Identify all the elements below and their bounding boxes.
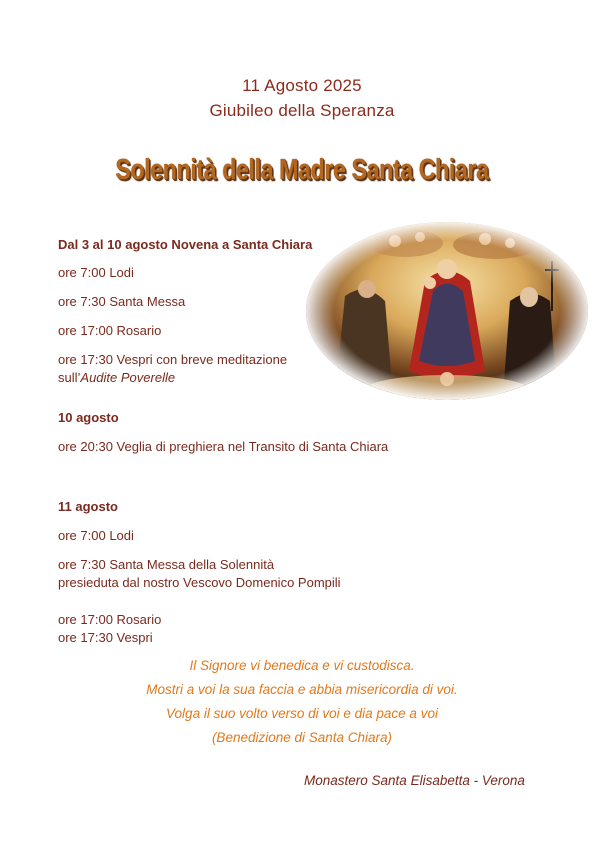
blessing-attribution: (Benedizione di Santa Chiara) <box>211 730 393 745</box>
aug11-item-vespri: ore 17:30 Vespri <box>58 630 153 645</box>
aug11-heading: 11 agosto <box>58 499 118 514</box>
aug11-item-messa: ore 7:30 Santa Messa della Solennità <box>58 557 275 572</box>
novena-item-vespri: ore 17:30 Vespri con breve meditazione <box>58 352 288 367</box>
novena-item-lodi: ore 7:00 Lodi <box>58 265 134 280</box>
aug10-heading: 10 agosto <box>58 410 119 425</box>
aug11-item-rosario: ore 17:00 Rosario <box>58 612 162 627</box>
monastery-signature: Monastero Santa Elisabetta - Verona <box>304 773 525 788</box>
santa-chiara-painting <box>305 221 589 401</box>
blessing-line-2: Mostri a voi la sua faccia e abbia misericordia di voi. <box>146 682 458 697</box>
novena-meditation-line <box>58 369 175 386</box>
aug11-item-lodi: ore 7:00 Lodi <box>58 528 134 543</box>
meditation-prefix: sull’ <box>58 370 81 385</box>
aug11-item-presieduta: presieduta dal nostro Vescovo Domenico Pompili <box>58 575 341 590</box>
novena-heading: Dal 3 al 10 agosto Novena a Santa Chiara <box>58 237 313 252</box>
meditation-title: Audite Poverelle <box>80 370 176 385</box>
main-title: Solennità della Madre Santa Chiara <box>115 154 489 186</box>
novena-item-rosario: ore 17:00 Rosario <box>58 323 162 338</box>
novena-item-messa: ore 7:30 Santa Messa <box>58 294 186 309</box>
aug10-item-veglia: ore 20:30 Veglia di preghiera nel Transito di Santa Chiara <box>58 439 389 454</box>
blessing-line-3: Volga il suo volto verso di voi e dia pace a voi <box>166 706 438 721</box>
event-date: 11 Agosto 2025 <box>242 76 362 95</box>
jubilee-subtitle: Giubileo della Speranza <box>209 101 395 120</box>
blessing-line-1: Il Signore vi benedica e vi custodisca. <box>189 658 415 673</box>
